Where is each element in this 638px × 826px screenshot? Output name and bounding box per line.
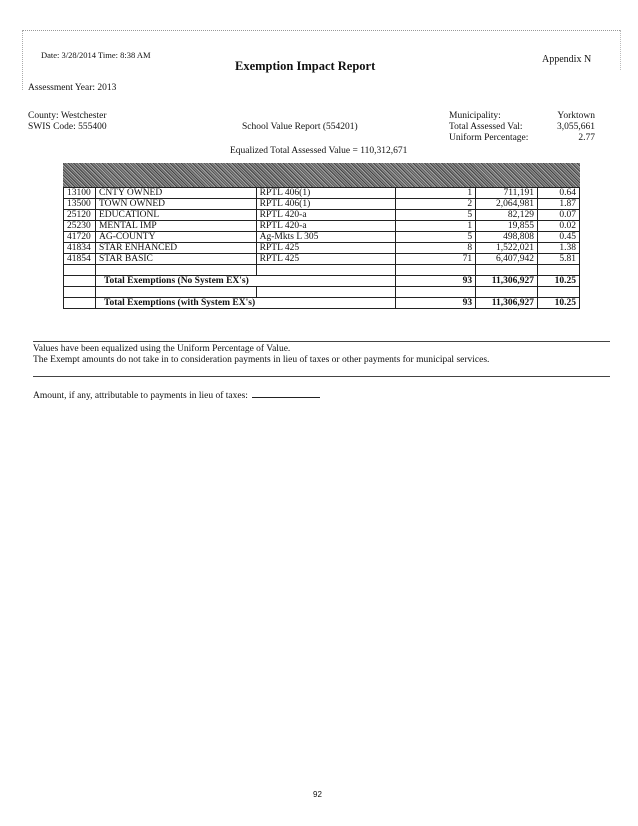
totals-percent: 10.25: [538, 276, 580, 287]
totals-label: Total Exemptions (No System EX's): [95, 276, 395, 287]
totals-amount: 11,306,927: [476, 276, 538, 287]
parcel-count: 71: [396, 254, 476, 265]
exemption-description: TOWN OWNED: [95, 199, 256, 210]
exemption-code: 25120: [64, 210, 96, 221]
statute: RPTL 425: [256, 254, 396, 265]
parcel-count: 1: [396, 221, 476, 232]
total-assessed-label: Total Assessed Val:: [449, 122, 523, 132]
statute: RPTL 406(1): [256, 199, 396, 210]
exempt-percent: 5.81: [538, 254, 580, 265]
table-row: [64, 221, 580, 232]
statute: RPTL 420-a: [256, 221, 396, 232]
parcel-count: 5: [396, 232, 476, 243]
parcel-count: 8: [396, 243, 476, 254]
equalized-total: Equalized Total Assessed Value = 110,312,671: [230, 146, 408, 156]
exemption-code: 25230: [64, 221, 96, 232]
exempt-percent: 0.45: [538, 232, 580, 243]
table-row: [64, 188, 580, 199]
page-border-top: [22, 30, 620, 31]
totals-count: 93: [396, 276, 476, 287]
divider-top: [33, 341, 610, 342]
exemption-code: 41720: [64, 232, 96, 243]
statute: RPTL 406(1): [256, 188, 396, 199]
exemption-description: MENTAL IMP: [95, 221, 256, 232]
spacer-row: [64, 265, 580, 276]
report-date-time: Date: 3/28/2014 Time: 8:38 AM: [41, 50, 151, 60]
page-border-right: [620, 30, 621, 70]
totals-amount: 11,306,927: [476, 298, 538, 309]
school-value-report: School Value Report (554201): [242, 122, 358, 132]
parcel-count: 1: [396, 188, 476, 199]
municipality-value: Yorktown: [557, 111, 595, 121]
exempt-amount: 498,808: [476, 232, 538, 243]
exempt-percent: 1.38: [538, 243, 580, 254]
exemption-description: CNTY OWNED: [95, 188, 256, 199]
totals-row: [64, 276, 580, 287]
exemption-code: 41854: [64, 254, 96, 265]
totals-count: 93: [396, 298, 476, 309]
note-equalized: Values have been equalized using the Uniform Percentage of Value.: [33, 344, 291, 354]
table-row: [64, 254, 580, 265]
pilot-line: [33, 389, 320, 401]
exempt-percent: 1.87: [538, 199, 580, 210]
exempt-amount: 6,407,942: [476, 254, 538, 265]
page-number: 92: [313, 790, 322, 799]
total-assessed-value: 3,055,661: [557, 122, 595, 132]
appendix-label: Appendix N: [542, 54, 592, 65]
pilot-label: Amount, if any, attributable to payments in lieu of taxes:: [33, 391, 248, 401]
spacer-row: [64, 287, 580, 298]
statute: RPTL 420-a: [256, 210, 396, 221]
statute: RPTL 425: [256, 243, 396, 254]
exempt-percent: 0.02: [538, 221, 580, 232]
report-title: Exemption Impact Report: [235, 59, 376, 73]
exempt-percent: 0.64: [538, 188, 580, 199]
exemption-description: STAR ENHANCED: [95, 243, 256, 254]
table-header-band: [63, 163, 580, 187]
totals-percent: 10.25: [538, 298, 580, 309]
table-row: [64, 210, 580, 221]
exempt-amount: 711,191: [476, 188, 538, 199]
exemption-code: 13100: [64, 188, 96, 199]
uniform-percentage-value: 2.77: [578, 133, 595, 143]
totals-row: [64, 298, 580, 309]
note-exempt-amounts: The Exempt amounts do not take in to consideration payments in lieu of taxes or other payments for municipal services.: [33, 355, 490, 365]
table-row: [64, 199, 580, 210]
totals-label: Total Exemptions (with System EX's): [95, 298, 395, 309]
table-row: [64, 232, 580, 243]
exemption-description: EDUCATIONL: [95, 210, 256, 221]
parcel-count: 5: [396, 210, 476, 221]
exemption-table: [63, 187, 580, 309]
exemption-code: 41834: [64, 243, 96, 254]
exempt-amount: 19,855: [476, 221, 538, 232]
exemption-description: AG-COUNTY: [95, 232, 256, 243]
table-row: [64, 243, 580, 254]
exemption-code: 13500: [64, 199, 96, 210]
swis-code: SWIS Code: 555400: [28, 122, 107, 132]
uniform-percentage-label: Uniform Percentage:: [449, 133, 529, 143]
statute: Ag-Mkts L 305: [256, 232, 396, 243]
exempt-amount: 82,129: [476, 210, 538, 221]
county: County: Westchester: [28, 111, 107, 121]
exempt-amount: 2,064,981: [476, 199, 538, 210]
exempt-amount: 1,522,021: [476, 243, 538, 254]
page-border-left: [22, 30, 23, 90]
parcel-count: 2: [396, 199, 476, 210]
exemption-description: STAR BASIC: [95, 254, 256, 265]
pilot-blank: [252, 389, 320, 398]
divider-bottom: [33, 376, 610, 377]
assessment-year: Assessment Year: 2013: [28, 83, 117, 93]
municipality-label: Municipality:: [449, 111, 501, 121]
exempt-percent: 0.07: [538, 210, 580, 221]
